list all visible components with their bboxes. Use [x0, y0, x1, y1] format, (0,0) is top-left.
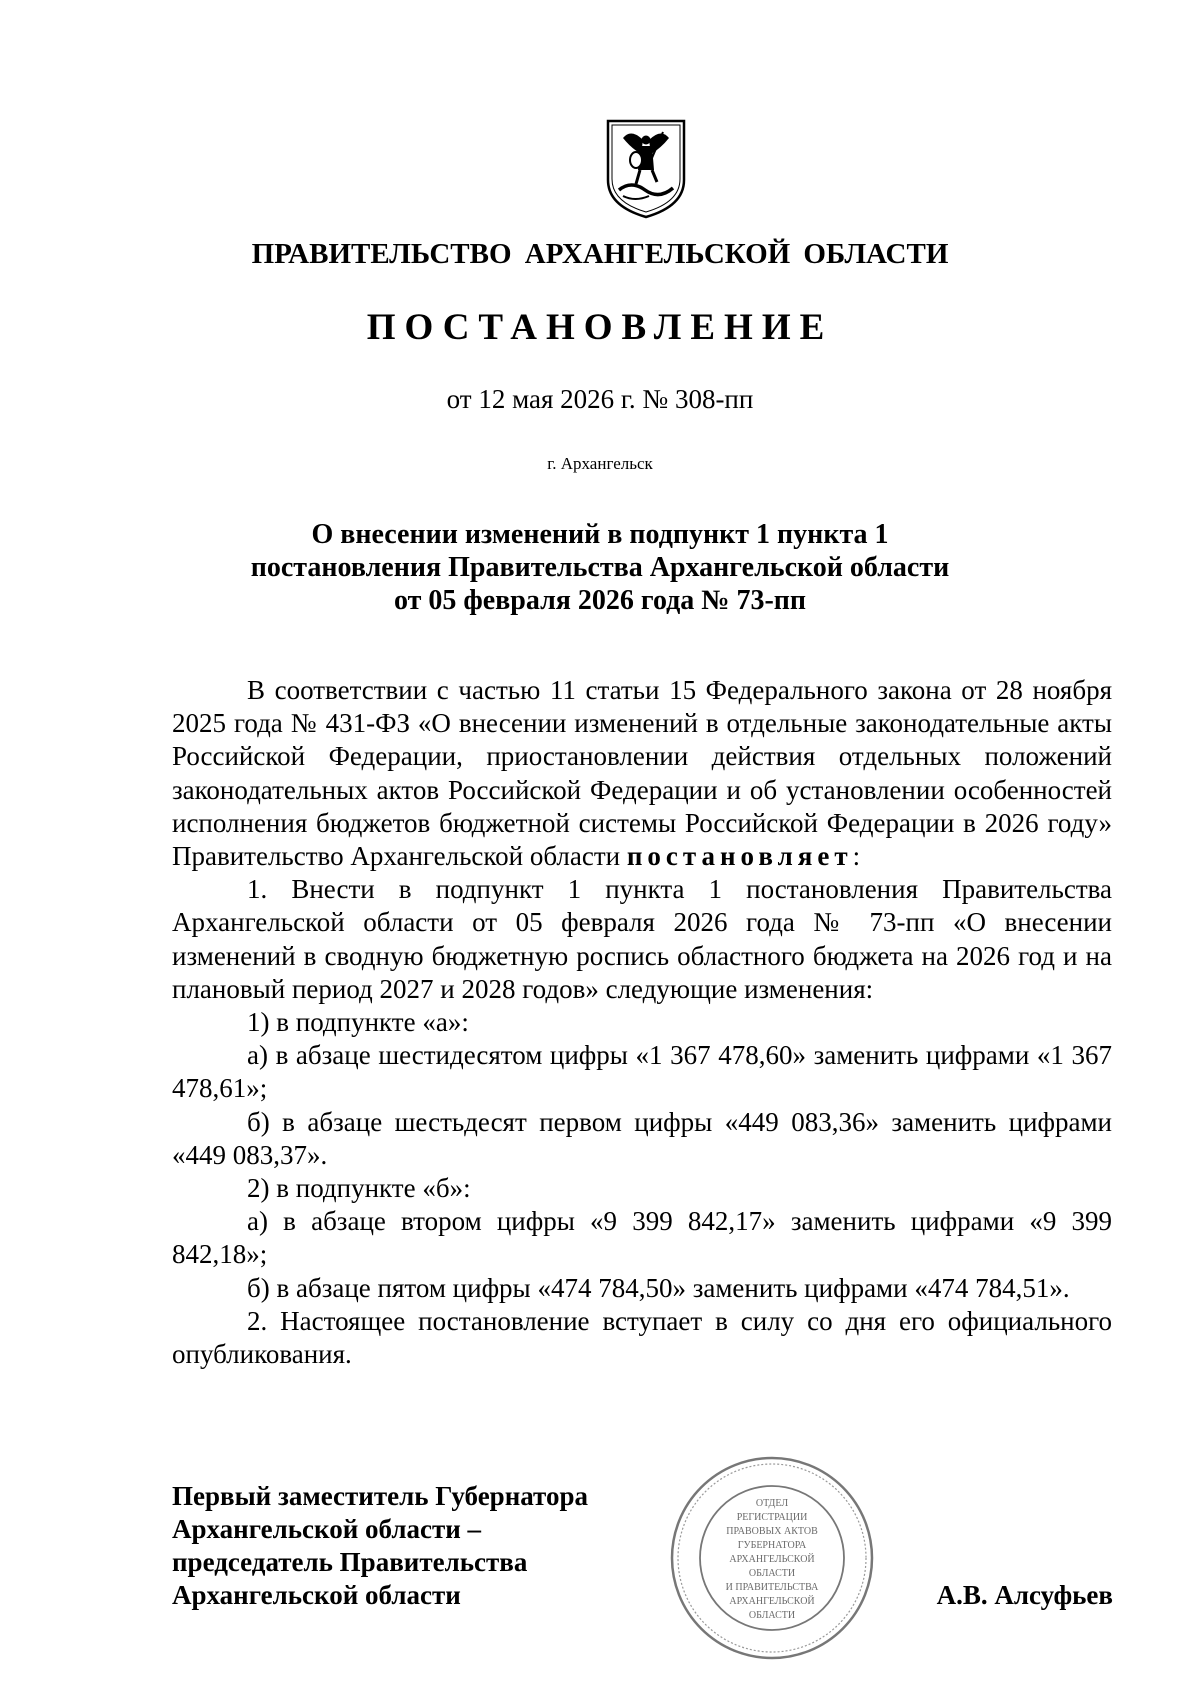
document-body [172, 674, 1112, 1371]
government-name: ПРАВИТЕЛЬСТВО АРХАНГЕЛЬСКОЙ ОБЛАСТИ [251, 238, 949, 270]
position-line: Архангельской области – [172, 1514, 482, 1544]
seal-line: ГУБЕРНАТОРА [737, 1540, 807, 1551]
seal-line: АРХАНГЕЛЬСКОЙ [729, 1554, 815, 1565]
seal-line: ОТДЕЛ [755, 1498, 789, 1509]
decree-word: постановляет [626, 841, 853, 872]
body-paragraph: 1) в подпункте «а»: [247, 1007, 469, 1038]
position-line: председатель Правительства [172, 1547, 528, 1577]
decree-colon: : [852, 841, 861, 872]
seal-line: РЕГИСТРАЦИИ [736, 1512, 808, 1523]
document-kind: ПОСТАНОВЛЕНИЕ [366, 307, 834, 348]
seal-line: ОБЛАСТИ [748, 1610, 796, 1621]
document-date-number: от 12 мая 2026 г. № 308-пп [446, 384, 754, 414]
body-paragraph: б) в абзаце шестьдесят первом цифры «449 083,36» заменить цифрами «449 083,37». [172, 1106, 1112, 1170]
seal-line: ОБЛАСТИ [748, 1568, 796, 1579]
seal-line: ПРАВОВЫХ АКТОВ [726, 1526, 818, 1537]
body-paragraph: 1. Внести в подпункт 1 пункта 1 постановления Правительства Архангельской области от 05 февраля 2026 года № 73-пп «О внесении изменений в сводную бюджетную роспись областного бюджета на 2026 год и на плановый период 2027 и 2028 годов» следующие изменения: [172, 874, 1112, 1004]
official-seal-icon [667, 1453, 877, 1663]
body-paragraph: 2) в подпункте «б»: [247, 1173, 471, 1204]
body-paragraph: а) в абзаце втором цифры «9 399 842,17» заменить цифрами «9 399 842,18»; [172, 1206, 1112, 1270]
seal-line: И ПРАВИТЕЛЬСТВА [725, 1582, 819, 1593]
signatory-position [172, 1480, 652, 1612]
position-line: Первый заместитель Губернатора [172, 1481, 588, 1511]
body-paragraph: б) в абзаце пятом цифры «474 784,50» заменить цифрами «474 784,51». [247, 1272, 1070, 1303]
body-paragraph: 2. Настоящее постановление вступает в силу со дня его официального опубликования. [172, 1305, 1112, 1370]
document-title [200, 518, 1000, 617]
position-line: Архангельской области [172, 1580, 461, 1610]
preamble-text: В соответствии с частью 11 статьи 15 Федерального закона от 28 ноября 2025 года № 431-ФЗ «О внесении изменений в отдельные законодательные акты Российской Федерации, приостановлении действия отдельных положений законодательных актов Российской Федерации и об установлении особенностей исполнения бюджетов бюджетной системы Российской Федерации в 2026 году» Правительство Архангельской области [172, 675, 1112, 872]
coat-of-arms-icon [605, 118, 687, 220]
body-paragraph: а) в абзаце шестидесятом цифры «1 367 478,60» заменить цифрами «1 367 478,61»; [172, 1040, 1112, 1104]
signatory-name: А.В. Алсуфьев [936, 1580, 1113, 1610]
document-city: г. Архангельск [547, 454, 653, 473]
title-line: от 05 февраля 2026 года № 73-пп [393, 585, 807, 616]
seal-line: АРХАНГЕЛЬСКОЙ [729, 1596, 815, 1607]
preamble-paragraph [172, 674, 1112, 873]
title-line: постановления Правительства Архангельской области [250, 552, 950, 583]
title-line: О внесении изменений в подпункт 1 пункта 1 [311, 519, 889, 550]
